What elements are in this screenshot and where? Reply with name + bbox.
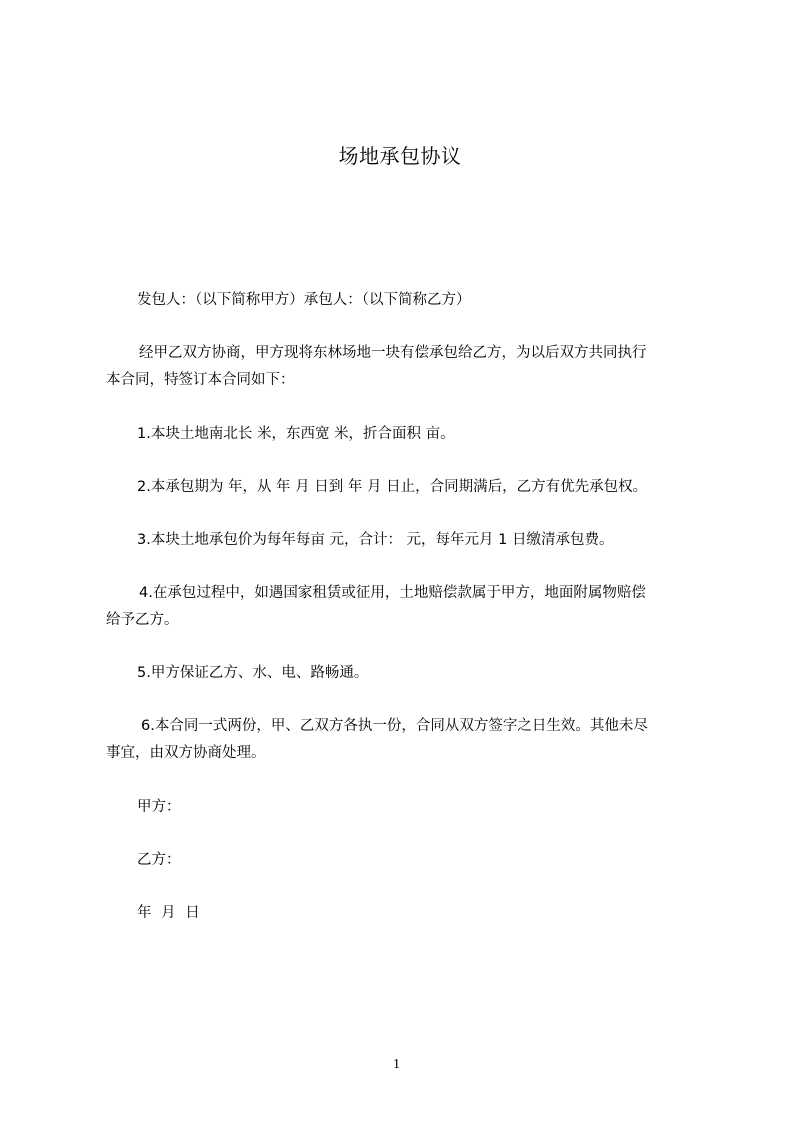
intro-paragraph bbox=[106, 340, 647, 394]
clause-3: 3.本块土地承包价为每年每亩 元，合计： 元，每年元月 1 日缴清承包费。 bbox=[137, 532, 614, 548]
party-a-signature-label: 甲方： bbox=[137, 799, 181, 815]
clause-4 bbox=[106, 580, 646, 634]
clause-2: 2.本承包期为 年，从 年 月 日到 年 月 日止，合同期满后，乙方有优先承包权。 bbox=[137, 479, 648, 495]
document-title: 场地承包协议 bbox=[338, 144, 462, 168]
intro-line-2: 本合同，特签订本合同如下： bbox=[106, 372, 295, 388]
clause-4-line-2: 给予乙方。 bbox=[106, 612, 179, 628]
intro-line-1: 经甲乙双方协商，甲方现将东林场地一块有偿承包给乙方，为以后双方共同执行 bbox=[139, 345, 647, 361]
date-line: 年 月 日 bbox=[137, 905, 200, 921]
clause-5: 5.甲方保证乙方、水、电、路畅通。 bbox=[137, 665, 369, 681]
clause-4-line-1: 4.在承包过程中，如遇国家租赁或征用，土地赔偿款属于甲方，地面附属物赔偿 bbox=[139, 585, 646, 601]
clause-1: 1.本块土地南北长 米，东西宽 米，折合面积 亩。 bbox=[137, 426, 455, 442]
page-number: 1 bbox=[393, 1057, 400, 1072]
clause-6 bbox=[106, 713, 648, 767]
clause-6-line-2: 事宜，由双方协商处理。 bbox=[106, 745, 266, 761]
parties-line: 发包人：（以下简称甲方）承包人：（以下简称乙方） bbox=[137, 292, 471, 308]
clause-6-line-1: 6.本合同一式两份，甲、乙双方各执一份，合同从双方签字之日生效。其他未尽 bbox=[141, 718, 648, 734]
party-b-signature-label: 乙方： bbox=[137, 852, 181, 868]
